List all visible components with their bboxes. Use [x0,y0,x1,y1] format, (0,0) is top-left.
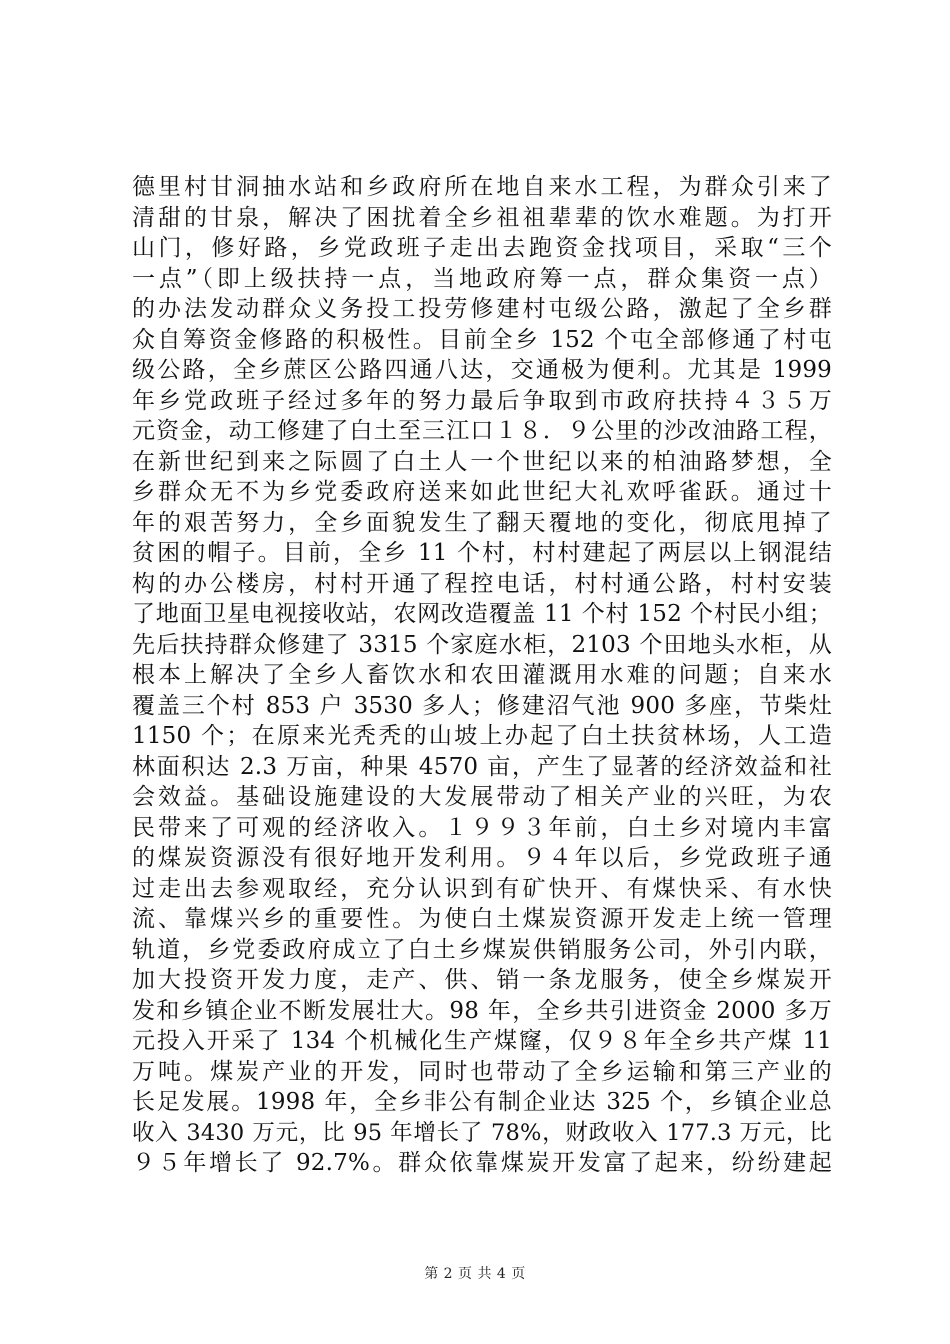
text-line: 一点”（即上级扶持一点，当地政府筹一点，群众集资一点） [132,265,832,292]
text-line: 元资金，动工修建了白土至三江口１８．９公里的沙改油路工程， [132,418,832,444]
text-line: 先后扶持群众修建了 3315 个家庭水柜，2103 个田地头水柜，从 [132,631,832,658]
text-line: 年的艰苦努力，全乡面貌发生了翻天覆地的变化，彻底甩掉了 [132,509,832,536]
text-line: 林面积达 2.3 万亩，种果 4570 亩，产生了显著的经济效益和社 [132,753,832,780]
text-line: 发和乡镇企业不断发展壮大。98 年，全乡共引进资金 2000 多万 [132,997,832,1024]
text-line: 德里村甘洞抽水站和乡政府所在地自来水工程，为群众引来了 [132,174,832,200]
text-line: 1150 个；在原来光秃秃的山坡上办起了白土扶贫林场，人工造 [132,723,832,749]
text-line: 长足发展。1998 年，全乡非公有制企业达 325 个，乡镇企业总 [132,1089,832,1115]
text-line: 流、靠煤兴乡的重要性。为使白土煤炭资源开发走上统一管理 [132,906,832,932]
text-line: 贫困的帽子。目前，全乡 11 个村，村村建起了两层以上钢混结 [132,540,832,566]
text-line: 的煤炭资源没有很好地开发利用。９４年以后，乡党政班子通 [132,845,832,871]
text-line: 元投入开采了 134 个机械化生产煤窿，仅９８年全乡共产煤 11 [132,1028,832,1054]
text-line: 根本上解决了全乡人畜饮水和农田灌溉用水难的问题；自来水 [132,662,832,688]
text-line: 覆盖三个村 853 户 3530 多人；修建沼气池 900 多座，节柴灶 [132,692,832,719]
text-line: 构的办公楼房，村村开通了程控电话，村村通公路，村村安装 [132,570,832,597]
text-line: 众自筹资金修路的积极性。目前全乡 152 个屯全部修通了村屯 [132,326,832,353]
page-footer: 第 2 页 共 4 页 [424,1266,526,1282]
text-line: 级公路，全乡蔗区公路四通八达，交通极为便利。尤其是 1999 [132,357,832,383]
text-line: 年乡党政班子经过多年的努力最后争取到市政府扶持４３５万 [132,387,832,414]
text-line: 加大投资开发力度，走产、供、销一条龙服务，使全乡煤炭开 [132,967,832,993]
text-line: 在新世纪到来之际圆了白土人一个世纪以来的柏油路梦想，全 [132,448,832,475]
text-line: 山门，修好路，乡党政班子走出去跑资金找项目，采取“三个 [132,235,832,261]
text-line: 轨道，乡党委政府成立了白土乡煤炭供销服务公司，外引内联， [132,936,832,963]
text-line: 民带来了可观的经济收入。１９９３年前，白土乡对境内丰富 [132,814,832,841]
text-line: 会效益。基础设施建设的大发展带动了相关产业的兴旺，为农 [132,784,832,810]
text-line: 收入 3430 万元，比 95 年增长了 78%，财政收入 177.3 万元，比 [132,1119,832,1146]
body-text [132,172,832,1179]
text-line: 的办法发动群众义务投工投劳修建村屯级公路，激起了全乡群 [132,296,832,322]
text-line: 过走出去参观取经，充分认识到有矿快开、有煤快采、有水快 [132,875,832,902]
text-line: 清甜的甘泉，解决了困扰着全乡祖祖辈辈的饮水难题。为打开 [132,204,832,231]
text-line: 乡群众无不为乡党委政府送来如此世纪大礼欢呼雀跃。通过十 [132,479,832,505]
text-line: ９５年增长了 92.7%。群众依靠煤炭开发富了起来，纷纷建起 [132,1150,832,1176]
text-line: 了地面卫星电视接收站，农网改造覆盖 11 个村 152 个村民小组； [132,601,832,627]
text-line: 万吨。煤炭产业的开发，同时也带动了全乡运输和第三产业的 [132,1058,832,1085]
